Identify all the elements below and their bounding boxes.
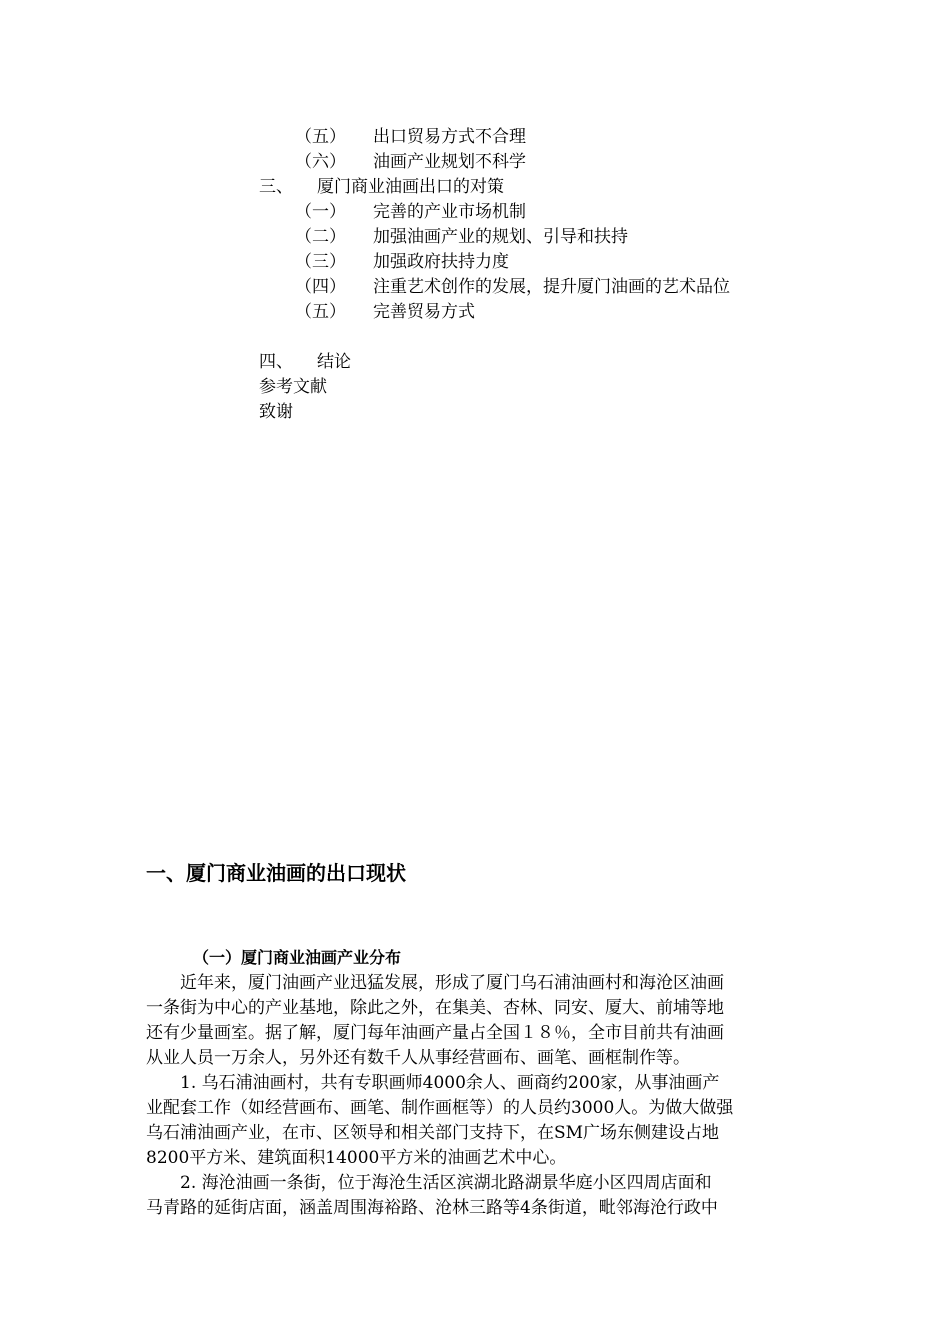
toc-item-number: （一）	[295, 202, 346, 222]
toc-item-number: （三）	[295, 252, 346, 272]
body-line: 8200平方米、建筑面积14000平方米的油画艺术中心。	[146, 1148, 567, 1168]
toc-item-text: 厦门商业油画出口的对策	[317, 177, 504, 197]
toc-item-number: （六）	[295, 152, 346, 172]
toc-item-text: 结论	[317, 352, 351, 372]
body-line: 一条街为中心的产业基地，除此之外，在集美、杏林、同安、厦大、前埔等地	[146, 998, 724, 1018]
toc-item-text: 加强政府扶持力度	[373, 252, 509, 272]
toc-item	[295, 200, 526, 225]
toc-item-number: 三、	[259, 177, 293, 197]
body-line: 还有少量画室。据了解，厦门每年油画产量占全国１８％，全市目前共有油画	[146, 1023, 724, 1043]
body-line: 马青路的延街店面，涵盖周围海裕路、沧林三路等4条街道，毗邻海沧行政中	[146, 1198, 718, 1218]
body-line: 乌石浦油画产业，在市、区领导和相关部门支持下，在SM广场东侧建设占地	[146, 1123, 720, 1143]
body-line: 1. 乌石浦油画村，共有专职画师4000余人、画商约200家，从事油画产	[146, 1073, 720, 1093]
toc-item	[295, 275, 730, 300]
section-subheading: （一）厦门商业油画产业分布	[193, 948, 402, 967]
toc-item-number: （四）	[295, 277, 346, 297]
toc-item-number: （二）	[295, 227, 346, 247]
toc-item	[295, 125, 526, 150]
toc-item-number: 四、	[259, 352, 293, 372]
toc-item	[295, 225, 628, 250]
toc-references: 参考文献	[259, 377, 327, 397]
body-line: 从业人员一万余人，另外还有数千人从事经营画布、画笔、画框制作等。	[146, 1048, 690, 1068]
toc-item-text: 完善的产业市场机制	[373, 202, 526, 222]
toc-item-text: 加强油画产业的规划、引导和扶持	[373, 227, 628, 247]
toc-item-text: 出口贸易方式不合理	[373, 127, 526, 147]
body-line: 近年来，厦门油画产业迅猛发展，形成了厦门乌石浦油画村和海沧区油画	[146, 973, 724, 993]
body-line: 业配套工作（如经营画布、画笔、制作画框等）的人员约3000人。为做大做强	[146, 1098, 734, 1118]
body-line: 2. 海沧油画一条街，位于海沧生活区滨湖北路湖景华庭小区四周店面和	[146, 1173, 712, 1193]
toc-item-text: 油画产业规划不科学	[373, 152, 526, 172]
toc-item	[259, 175, 504, 200]
toc-item	[295, 300, 475, 325]
toc-item	[295, 250, 509, 275]
toc-item-text: 完善贸易方式	[373, 302, 475, 322]
toc-thanks: 致谢	[259, 402, 293, 422]
toc-item-text: 注重艺术创作的发展，提升厦门油画的艺术品位	[373, 277, 730, 297]
toc-item	[295, 150, 526, 175]
toc-item	[259, 350, 351, 375]
section-heading: 一、厦门商业油画的出口现状	[146, 861, 406, 885]
toc-item-number: （五）	[295, 302, 346, 322]
toc-item-number: （五）	[295, 127, 346, 147]
